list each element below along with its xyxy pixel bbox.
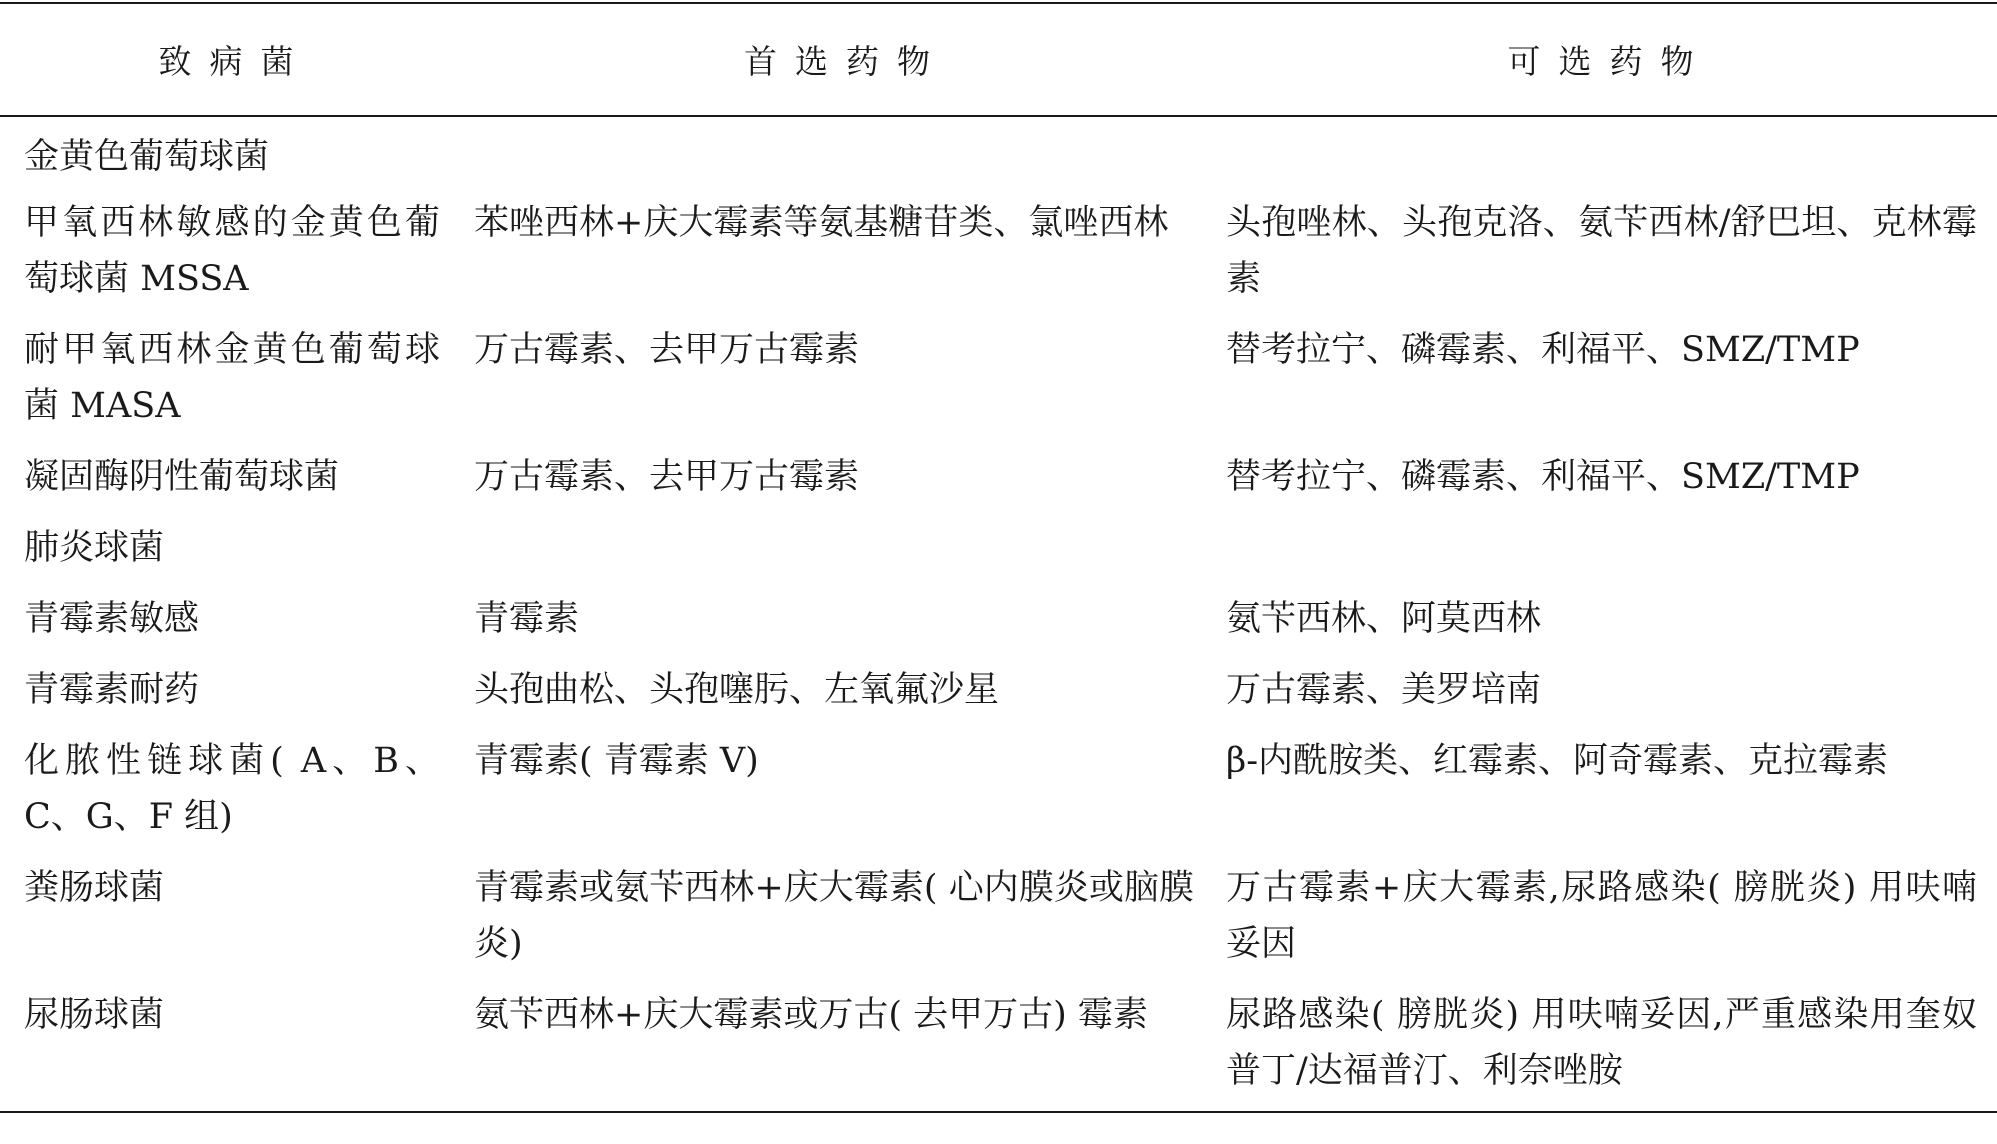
alternative-cell: 万古霉素+庆大霉素,尿路感染( 膀胱炎) 用呋喃妥因 bbox=[1226, 868, 1977, 964]
first-choice-cell: 氨苄西林+庆大霉素或万古( 去甲万古) 霉素 bbox=[474, 995, 1148, 1035]
header-row bbox=[0, 3, 1997, 116]
alternative-cell: β-内酰胺类、红霉素、阿奇霉素、克拉霉素 bbox=[1226, 741, 1889, 781]
first-choice-cell: 青霉素或氨苄西林+庆大霉素( 心内膜炎或脑膜炎) bbox=[474, 868, 1194, 964]
first-choice-cell: 头孢曲松、头孢噻肟、左氧氟沙星 bbox=[474, 670, 1000, 710]
table-body bbox=[0, 116, 1997, 1112]
table-row bbox=[0, 977, 1997, 1112]
first-choice-cell bbox=[470, 116, 1222, 185]
table-row bbox=[0, 850, 1997, 977]
pathogen-cell: 粪肠球菌 bbox=[24, 868, 165, 908]
first-choice-cell bbox=[470, 510, 1222, 581]
header-pathogen: 致病菌 bbox=[158, 42, 312, 81]
table-row bbox=[0, 439, 1997, 510]
pathogen-cell: 尿肠球菌 bbox=[24, 995, 165, 1035]
pathogen-cell: 化脓性链球菌( A、B、C、G、F 组) bbox=[24, 741, 440, 837]
table-header bbox=[0, 3, 1997, 116]
pathogen-cell: 肺炎球菌 bbox=[24, 528, 165, 568]
alternative-cell: 头孢唑林、头孢克洛、氨苄西林/舒巴坦、克林霉素 bbox=[1226, 203, 1977, 299]
header-alternative-drug: 可选药物 bbox=[1507, 42, 1712, 81]
table-row bbox=[0, 510, 1997, 581]
header-first-choice-drug: 首选药物 bbox=[744, 42, 948, 81]
table-row bbox=[0, 652, 1997, 723]
first-choice-cell: 青霉素 bbox=[474, 599, 580, 639]
first-choice-cell: 苯唑西林+庆大霉素等氨基糖苷类、氯唑西林 bbox=[474, 203, 1169, 243]
pathogen-cell: 青霉素耐药 bbox=[24, 670, 200, 710]
alternative-cell: 尿路感染( 膀胱炎) 用呋喃妥因,严重感染用奎奴普丁/达福普汀、利奈唑胺 bbox=[1226, 995, 1977, 1091]
pathogen-drug-table bbox=[0, 2, 1997, 1113]
table-row bbox=[0, 312, 1997, 439]
first-choice-cell: 万古霉素、去甲万古霉素 bbox=[474, 330, 860, 370]
pathogen-cell: 甲氧西林敏感的金黄色葡萄球菌 MSSA bbox=[24, 203, 440, 299]
alternative-cell: 万古霉素、美罗培南 bbox=[1226, 670, 1542, 710]
alternative-cell: 替考拉宁、磷霉素、利福平、SMZ/TMP bbox=[1226, 330, 1860, 370]
alternative-cell bbox=[1222, 510, 1997, 581]
pathogen-cell: 凝固酶阴性葡萄球菌 bbox=[24, 457, 340, 497]
table-row bbox=[0, 581, 1997, 652]
first-choice-cell: 青霉素( 青霉素 V) bbox=[474, 741, 759, 781]
table-row bbox=[0, 723, 1997, 850]
table-row bbox=[0, 116, 1997, 185]
alternative-cell bbox=[1222, 116, 1997, 185]
alternative-cell: 替考拉宁、磷霉素、利福平、SMZ/TMP bbox=[1226, 457, 1860, 497]
pathogen-cell: 耐甲氧西林金黄色葡萄球菌 MASA bbox=[24, 330, 440, 426]
pathogen-cell: 金黄色葡萄球菌 bbox=[24, 137, 270, 177]
alternative-cell: 氨苄西林、阿莫西林 bbox=[1226, 599, 1542, 639]
pathogen-cell: 青霉素敏感 bbox=[24, 599, 200, 639]
table-row bbox=[0, 185, 1997, 312]
first-choice-cell: 万古霉素、去甲万古霉素 bbox=[474, 457, 860, 497]
